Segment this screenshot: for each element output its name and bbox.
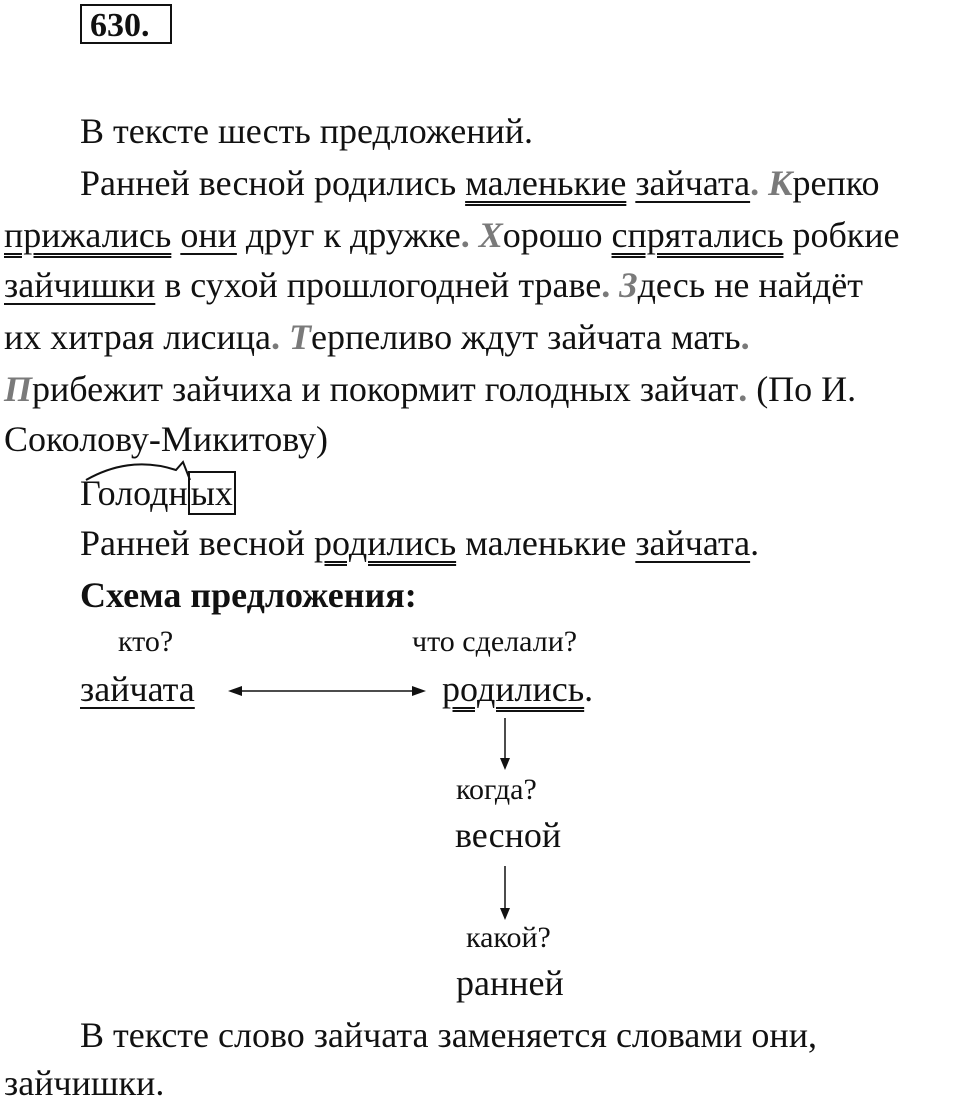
text-segment: десь не найдёт — [637, 265, 863, 305]
exercise-number-value: 630 — [90, 7, 141, 44]
text-segment: в сухой прошлогодней траве — [155, 265, 602, 305]
subject-word: зайчата — [635, 163, 751, 203]
analysis-sentence — [80, 518, 759, 568]
question-when: когда? — [456, 773, 537, 806]
question-which: какой? — [466, 921, 551, 954]
space — [626, 163, 635, 203]
question-predicate: что сделали? — [412, 625, 578, 658]
subject-word: зайчишки — [4, 265, 156, 305]
sentence-end-mark: . — [584, 669, 594, 709]
sentence-capital: К — [768, 163, 793, 203]
text-segment: орошо — [502, 215, 612, 255]
text-segment: маленькие — [456, 523, 636, 563]
which-word: ранней — [456, 963, 564, 1003]
sentence-end-mark: . — [738, 369, 748, 409]
predicate-word: родились — [313, 523, 457, 563]
conclusion-line-2: зайчишки. — [4, 1063, 165, 1103]
sentence-capital: П — [4, 369, 33, 409]
sentence-end-mark: . — [740, 317, 750, 357]
text-line-6 — [4, 414, 328, 464]
sentence-capital: Т — [288, 317, 311, 357]
sentence-end-mark: . — [750, 163, 760, 203]
arrowhead-down-1 — [500, 758, 510, 770]
text-line-5 — [4, 364, 856, 414]
subject-word: зайчата — [80, 669, 195, 709]
predicate-word: маленькие — [465, 163, 627, 203]
scheme-subject — [80, 664, 195, 714]
word-ending: ых — [188, 471, 236, 515]
text-segment: репко — [792, 163, 880, 203]
sentence-end-mark: . — [270, 317, 280, 357]
text-segment: Соколову-Микитову) — [4, 419, 328, 459]
arrowhead-right — [412, 686, 426, 696]
sentence-end-mark: . — [601, 265, 611, 305]
sentence-capital: Х — [478, 215, 503, 255]
text-segment: рибежит зайчиха и покормит голодных зайчат — [32, 369, 739, 409]
text-segment: их хитрая лисица — [4, 317, 271, 357]
text-line-4 — [4, 312, 750, 362]
exercise-number — [80, 4, 172, 44]
exercise-number-dot: . — [141, 7, 150, 44]
subject-word: зайчата — [635, 523, 751, 563]
text-line-1 — [80, 158, 879, 208]
space — [171, 215, 180, 255]
text-segment: друг к дружке — [236, 215, 461, 255]
when-word: весной — [455, 815, 562, 855]
predicate-word: прижались — [4, 215, 172, 255]
sentence-capital: З — [619, 265, 638, 305]
scheme-predicate — [442, 664, 593, 714]
predicate-word: спрятались — [611, 215, 784, 255]
sentence-end-mark: . — [750, 523, 760, 563]
text-segment: Ранней весной родились — [80, 163, 466, 203]
subject-word: они — [180, 215, 237, 255]
intro-sentence: В тексте шесть предложений. — [80, 111, 534, 151]
text-segment: (По И. — [747, 369, 857, 409]
text-segment: ерпеливо ждут зайчата мать — [310, 317, 741, 357]
scheme-heading: Схема предложения: — [80, 575, 417, 615]
arrowhead-left — [228, 686, 242, 696]
morph-word — [80, 468, 236, 518]
question-subject: кто? — [118, 625, 174, 658]
predicate-word: родились — [442, 669, 585, 709]
conclusion-line-1: В тексте слово зайчата заменяется словами они, — [80, 1015, 817, 1055]
text-line-3 — [4, 260, 863, 310]
text-line-2 — [4, 210, 900, 260]
sentence-end-mark: . — [460, 215, 470, 255]
word-stem: Голодн — [80, 473, 188, 513]
text-segment: робкие — [783, 215, 900, 255]
text-segment: Ранней весной — [80, 523, 314, 563]
